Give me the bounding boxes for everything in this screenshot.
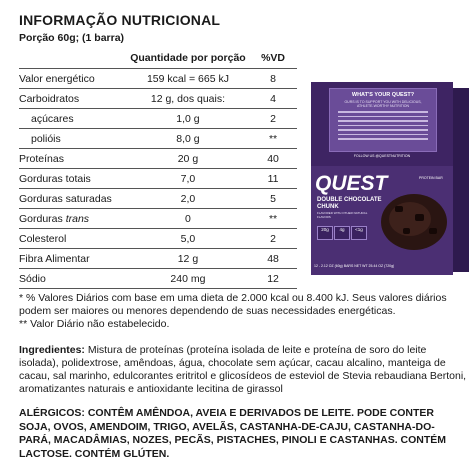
info-panel — [329, 88, 437, 152]
row-dv: 40 — [249, 149, 297, 169]
flavor-name: DOUBLE CHOCOLATE CHUNK — [317, 197, 382, 210]
table-row — [19, 269, 297, 289]
portion-size: Porção 60g; (1 barra) — [19, 32, 125, 44]
chocolate-chunk — [403, 228, 410, 234]
ingredients-text: Mistura de proteínas (proteína isolada de leite e proteína de soro do leite isolada), polidextrose, amêndoas, água, chocolate sem açúcar, cacau alcalino, manteiga de cacau, sal marinho, edulcorantes eritritol e glicosídeos de esteviol de Stevia rebaudiana Bertoni, aromatizantes naturais e antioxidante lecitina de girassol — [19, 344, 467, 395]
row-label: Fibra Alimentar — [19, 249, 127, 269]
row-dv: 2 — [249, 229, 297, 249]
row-amount: 2,0 — [127, 189, 249, 209]
row-amount: 0 — [127, 209, 249, 229]
ingredients — [19, 344, 467, 396]
footnote-dv: * % Valores Diários com base em uma dieta de 2.000 kcal ou 8.400 kJ. Seus valores diários podem ser maiores ou menores dependendo de suas necessidades energéticas. — [19, 292, 447, 317]
product-image — [311, 82, 469, 275]
header-dv: %VD — [249, 48, 297, 69]
row-dv: 8 — [249, 69, 297, 89]
table-row — [19, 189, 297, 209]
row-label-italic: trans — [65, 212, 90, 225]
row-dv: ** — [249, 209, 297, 229]
row-dv: 5 — [249, 189, 297, 209]
row-amount: 159 kcal = 665 kJ — [127, 69, 249, 89]
row-amount: 5,0 — [127, 229, 249, 249]
row-dv: 12 — [249, 269, 297, 289]
row-label: Valor energético — [19, 69, 127, 89]
protein-badge: 20g — [317, 226, 333, 240]
row-dv: 48 — [249, 249, 297, 269]
footnotes — [19, 292, 464, 331]
table-row — [19, 209, 297, 229]
row-dv: 11 — [249, 169, 297, 189]
table-row — [19, 149, 297, 169]
flavor-subtitle: FLAVORED WITH OTHER NATURAL FLAVORS — [317, 211, 368, 219]
row-dv: 4 — [249, 89, 297, 109]
row-amount: 1,0 g — [127, 109, 249, 129]
row-amount: 12 g — [127, 249, 249, 269]
table-row — [19, 109, 297, 129]
row-amount: 12 g, dos quais: — [127, 89, 249, 109]
nutrition-table — [19, 48, 297, 289]
follow-text: FOLLOW US @QUESTNUTRITION — [353, 154, 411, 158]
table-row — [19, 89, 297, 109]
row-dv: 2 — [249, 109, 297, 129]
row-label-main: Gorduras — [19, 212, 66, 225]
brand-logo: QUEST — [315, 172, 388, 195]
chocolate-chunk — [415, 214, 424, 221]
row-amount: 8,0 g — [127, 129, 249, 149]
net-weight: 12 - 2.12 OZ (60g) BARS NET WT 25.44 OZ (720g) — [314, 264, 395, 268]
carb-badge: 4g — [334, 226, 350, 240]
row-label: Sódio — [19, 269, 127, 289]
panel-text-lines — [338, 111, 428, 147]
table-row — [19, 129, 297, 149]
row-amount: 240 mg — [127, 269, 249, 289]
chocolate-chunk — [395, 206, 403, 212]
chocolate-chunk — [429, 228, 437, 234]
ingredients-label: Ingredientes: — [19, 344, 85, 356]
header-amount: Quantidade por porção — [127, 48, 249, 69]
nutrition-badges — [317, 226, 379, 238]
header-blank — [19, 48, 127, 69]
box-side — [453, 88, 469, 272]
table-row — [19, 69, 297, 89]
row-label: Gorduras saturadas — [19, 189, 127, 209]
table-row — [19, 229, 297, 249]
row-label: polióis — [19, 129, 127, 149]
table-header-row — [19, 48, 297, 69]
row-label: Proteínas — [19, 149, 127, 169]
row-label — [19, 209, 127, 229]
nutrition-title: INFORMAÇÃO NUTRICIONAL — [19, 12, 221, 28]
table-row — [19, 169, 297, 189]
table-row — [19, 249, 297, 269]
row-amount: 7,0 — [127, 169, 249, 189]
brand-subtitle: PROTEIN BAR — [419, 176, 443, 180]
row-label: Colesterol — [19, 229, 127, 249]
row-label: açúcares — [19, 109, 127, 129]
row-amount: 20 g — [127, 149, 249, 169]
panel-subtitle: OURS IS TO SUPPORT YOU WITH DELICIOUS, ATHLETE-WORTHY NUTRITION — [344, 100, 422, 108]
sugar-badge: <1g — [351, 226, 367, 240]
panel-title: WHAT'S YOUR QUEST? — [351, 92, 415, 98]
footnote-na: ** Valor Diário não estabelecido. — [19, 318, 170, 330]
row-label: Carboidratos — [19, 89, 127, 109]
allergens: ALÉRGICOS: CONTÊM AMÊNDOA, AVEIA E DERIVADOS DE LEITE. PODE CONTER SOJA, OVOS, AMENDOIM, TRIGO, AVELÃS, CASTANHA-DE-CAJU, CASTANHA-DO- PARÁ, MACADÂMIAS, NOZES, PECÃS, PISTACHES, PINOLI E CASTANHAS. CONTÉM LACTOSE. CONTÉM GLÚTEN. — [19, 407, 447, 460]
row-dv: ** — [249, 129, 297, 149]
row-label: Gorduras totais — [19, 169, 127, 189]
